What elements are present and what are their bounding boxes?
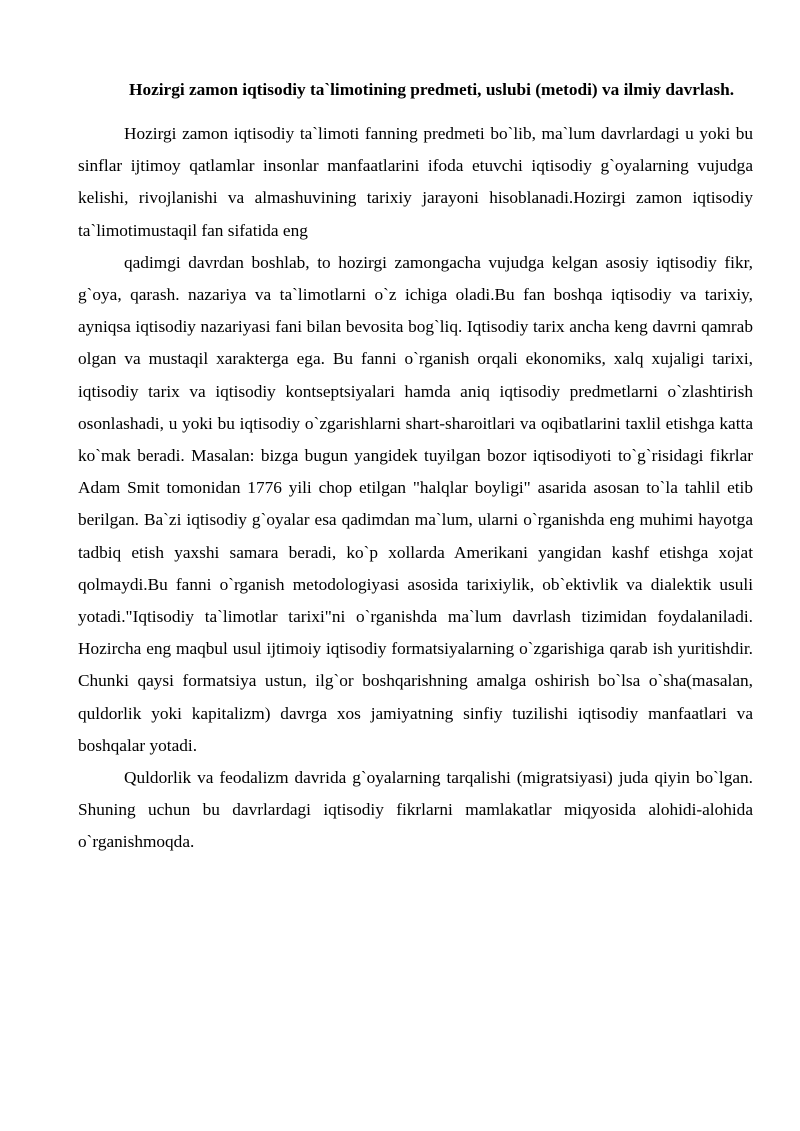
paragraph-2: qadimgi davrdan boshlab, to hozirgi zamongacha vujudga kelgan asosiy iqtisodiy fikr, g`oya, qarash. nazariya va ta`limotlarni o`z ichiga oladi.Bu fan boshqa iqtisodiy va tarixiy, ayniqsa iqtisodiy nazariyasi fani bilan bevosita bog`liq. Iqtisodiy tarix ancha keng davrni qamrab olgan va mustaqil xarakterga ega. Bu fanni o`rganish orqali ekonomiks, xalq xujaligi tarixi, iqtisodiy tarix va iqtisodiy kontseptsiyalari hamda aniq iqtisodiy predmetlarni o`zlashtirish osonlashadi, u yoki bu iqtisodiy o`zgarishlarni shart-sharoitlari va oqibatlarini taxlil etishga katta ko`mak beradi. Masalan: bizga bugun yangidek tuyilgan bozor iqtisodiyoti to`g`risidagi fikrlar Adam Smit tomonidan 1776 yili chop etilgan "halqlar boyligi" asarida asosan to`la tahlil etib berilgan. Ba`zi iqtisodiy g`oyalar esa qadimdan ma`lum, ularni o`rganishda eng muhimi hayotga tadbiq etish yaxshi samara beradi, ko`p xollarda Amerikani yangidan kashf etishga xojat qolmaydi.Bu fanni o`rganish metodologiyasi asosida tarixiylik, ob`ektivlik va dialektik usuli yotadi."Iqtisodiy ta`limotlar tarixi"ni o`rganishda ma`lum davrlash tizimidan foydalaniladi. Hozircha eng maqbul usul ijtimoiy iqtisodiy formatsiyalarning o`zgarishiga qarab ish yuritishdir. Chunki qaysi formatsiya ustun, ilg`or boshqarishning amalga oshirish bo`lsa o`sha(masalan, quldorlik yoki kapitalizm) davrga xos jamiyatning sinfiy tuzilishi iqtisodiy manfaatlari va boshqalar yotadi. [78,252,753,755]
paragraph-3: Quldorlik va feodalizm davrida g`oyalarning tarqalishi (migratsiyasi) juda qiyin bo`lgan. Shuning uchun bu davrlardagi iqtisodiy fikrlarni mamlakatlar miqyosida alohidi-alohida o`rganishmoqda. [78,768,753,852]
document-title: Hozirgi zamon iqtisodiy ta`limotining predmeti, uslubi (metodi) va ilmiy davrlash. [129,80,735,99]
paragraph-1: Hozirgi zamon iqtisodiy ta`limoti fanning predmeti bo`lib, ma`lum davrlardagi u yoki bu sinflar ijtimoy qatlamlar insonlar manfaatlarini ifoda etuvchi iqtisodiy g`oyalarning vujudga kelishi, rivojlanishi va almashuvining tarixiy jarayoni hisoblanadi.Hozirgi zamon iqtisodiy ta`limotimustaqil fan sifatida eng [78,124,753,240]
document-page [78,74,753,859]
